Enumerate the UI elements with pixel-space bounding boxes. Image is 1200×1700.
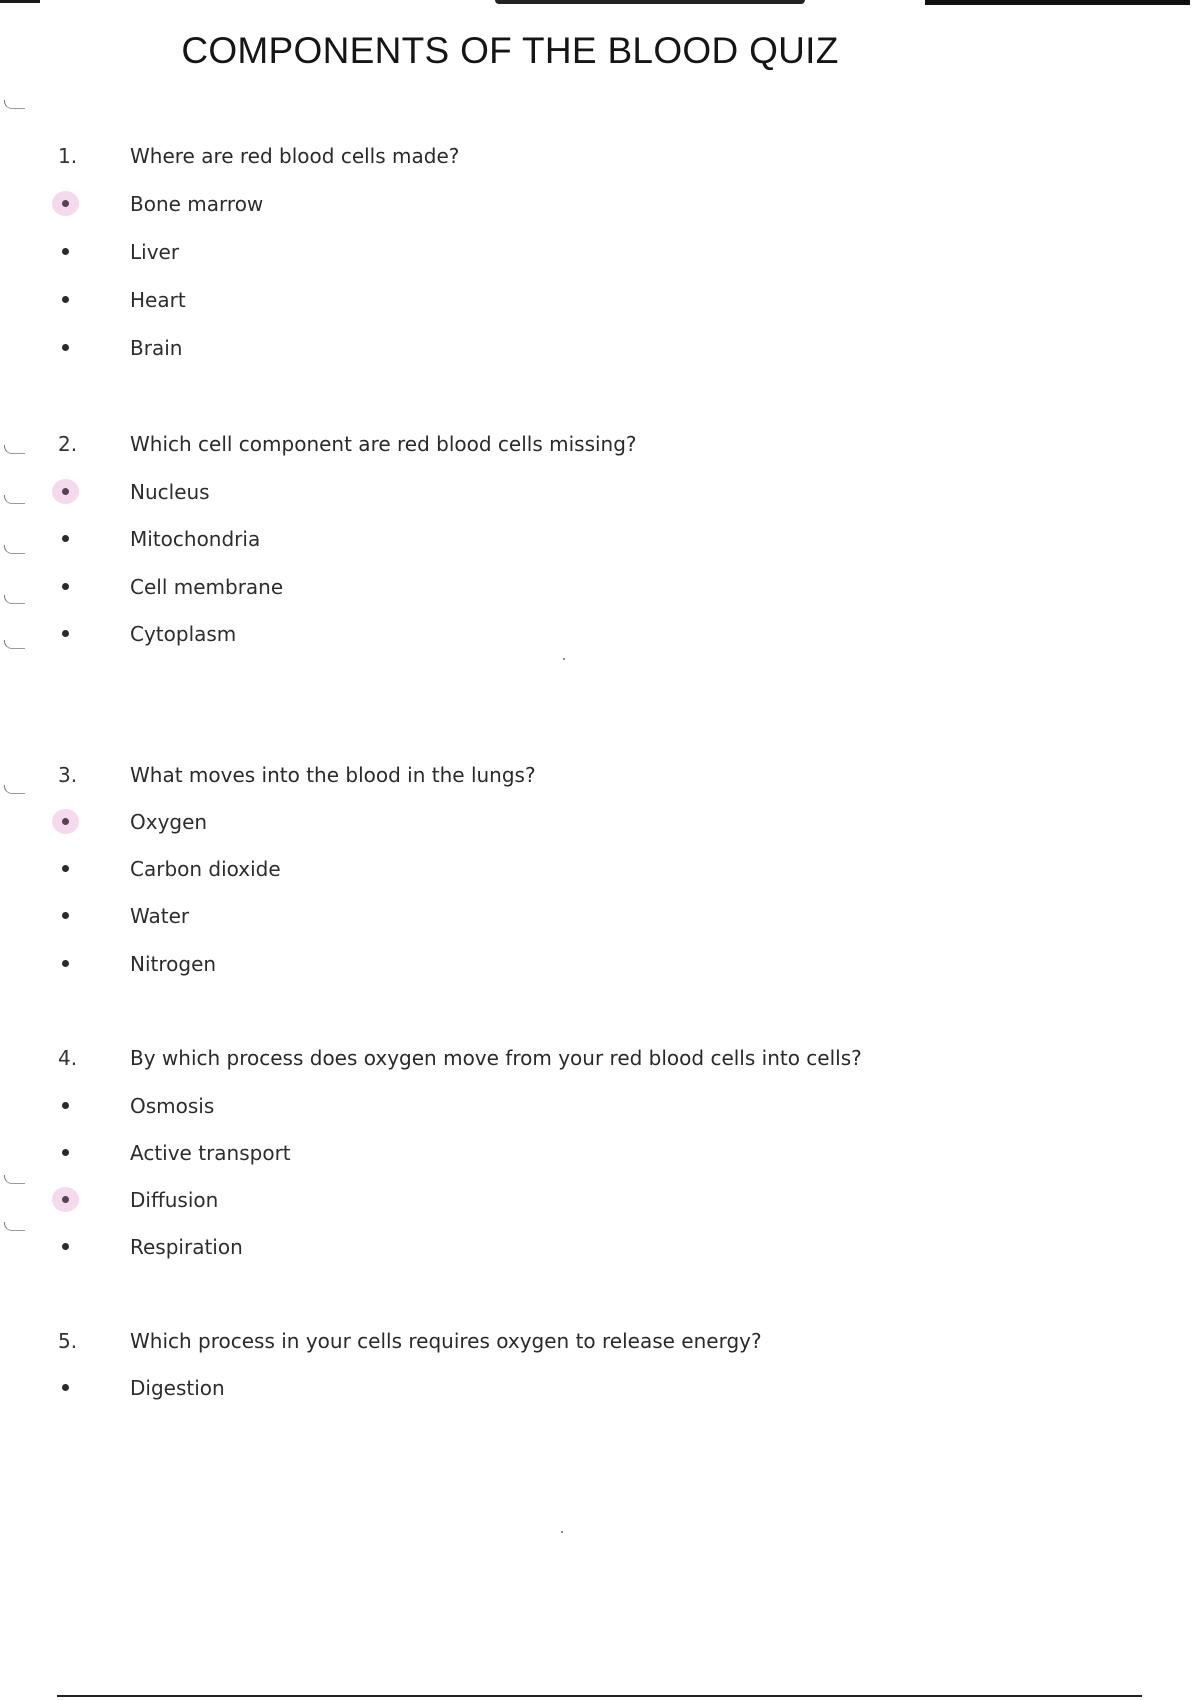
option-text: Osmosis <box>130 1094 215 1118</box>
option-mitochondria <box>0 527 900 557</box>
page-bottom-rule <box>57 1695 1142 1697</box>
option-text: Nucleus <box>130 480 210 504</box>
question-number: 4. <box>58 1046 78 1070</box>
option-text: Bone marrow <box>130 192 264 216</box>
question-number: 5. <box>58 1329 78 1353</box>
bullet <box>62 865 69 872</box>
option-text: Water <box>130 904 190 928</box>
option-text: Liver <box>130 240 180 264</box>
option-cell-membrane <box>0 575 900 605</box>
bullet <box>62 912 69 919</box>
option-text: Oxygen <box>130 810 208 834</box>
option-osmosis <box>0 1094 900 1124</box>
option-text: Active transport <box>130 1141 291 1165</box>
option-cytoplasm <box>0 622 900 652</box>
bullet <box>62 1149 69 1156</box>
bullet <box>62 1102 69 1109</box>
option-text: Cell membrane <box>130 575 284 599</box>
scan-margin-mark <box>4 1222 25 1231</box>
page-title: COMPONENTS OF THE BLOOD QUIZ <box>181 30 839 71</box>
scan-edge-mark <box>925 0 1190 5</box>
scan-margin-mark <box>4 545 25 554</box>
option-text: Brain <box>130 336 183 360</box>
bullet <box>62 344 69 351</box>
option-text: Mitochondria <box>130 527 261 551</box>
scan-margin-mark <box>4 640 25 649</box>
bullet <box>62 248 69 255</box>
question-text: Which process in your cells requires oxygen to release energy? <box>130 1329 762 1353</box>
scan-margin-mark <box>4 100 25 109</box>
scan-edge-mark <box>0 0 40 3</box>
option-brain <box>0 336 900 366</box>
scan-margin-mark <box>4 445 25 454</box>
bullet <box>62 583 69 590</box>
option-text: Digestion <box>130 1376 225 1400</box>
scan-margin-mark <box>4 785 25 794</box>
bullet <box>62 296 69 303</box>
bullet-marked <box>62 818 69 825</box>
bullet <box>62 960 69 967</box>
bullet-marked <box>62 200 69 207</box>
option-oxygen <box>0 810 900 840</box>
bullet <box>62 1384 69 1391</box>
bullet <box>62 535 69 542</box>
scan-margin-mark <box>4 595 25 604</box>
scan-margin-mark <box>4 495 25 504</box>
option-carbon-dioxide <box>0 857 900 887</box>
option-nucleus <box>0 480 900 510</box>
question-text: Where are red blood cells made? <box>130 144 460 168</box>
option-text: Carbon dioxide <box>130 857 281 881</box>
option-water <box>0 904 900 934</box>
bullet <box>62 630 69 637</box>
scan-edge-mark <box>495 0 805 4</box>
scan-margin-mark <box>4 1175 25 1184</box>
option-active-transport <box>0 1141 900 1171</box>
question-number: 3. <box>58 763 78 787</box>
option-respiration <box>0 1235 900 1265</box>
question-number: 1. <box>58 144 78 168</box>
scan-speck <box>563 658 565 660</box>
bullet-marked <box>62 488 69 495</box>
option-bone-marrow <box>0 192 900 222</box>
option-text: Heart <box>130 288 186 312</box>
option-text: Nitrogen <box>130 952 217 976</box>
question-text: Which cell component are red blood cells missing? <box>130 432 637 456</box>
option-liver <box>0 240 900 270</box>
option-text: Diffusion <box>130 1188 219 1212</box>
scan-speck <box>561 1531 563 1533</box>
question-text: What moves into the blood in the lungs? <box>130 763 536 787</box>
option-text: Cytoplasm <box>130 622 237 646</box>
question-text: By which process does oxygen move from your red blood cells into cells? <box>130 1046 862 1070</box>
option-text: Respiration <box>130 1235 243 1259</box>
option-diffusion <box>0 1188 900 1218</box>
bullet-marked <box>62 1196 69 1203</box>
option-heart <box>0 288 900 318</box>
bullet <box>62 1243 69 1250</box>
option-nitrogen <box>0 952 900 982</box>
option-digestion <box>0 1376 900 1406</box>
question-number: 2. <box>58 432 78 456</box>
